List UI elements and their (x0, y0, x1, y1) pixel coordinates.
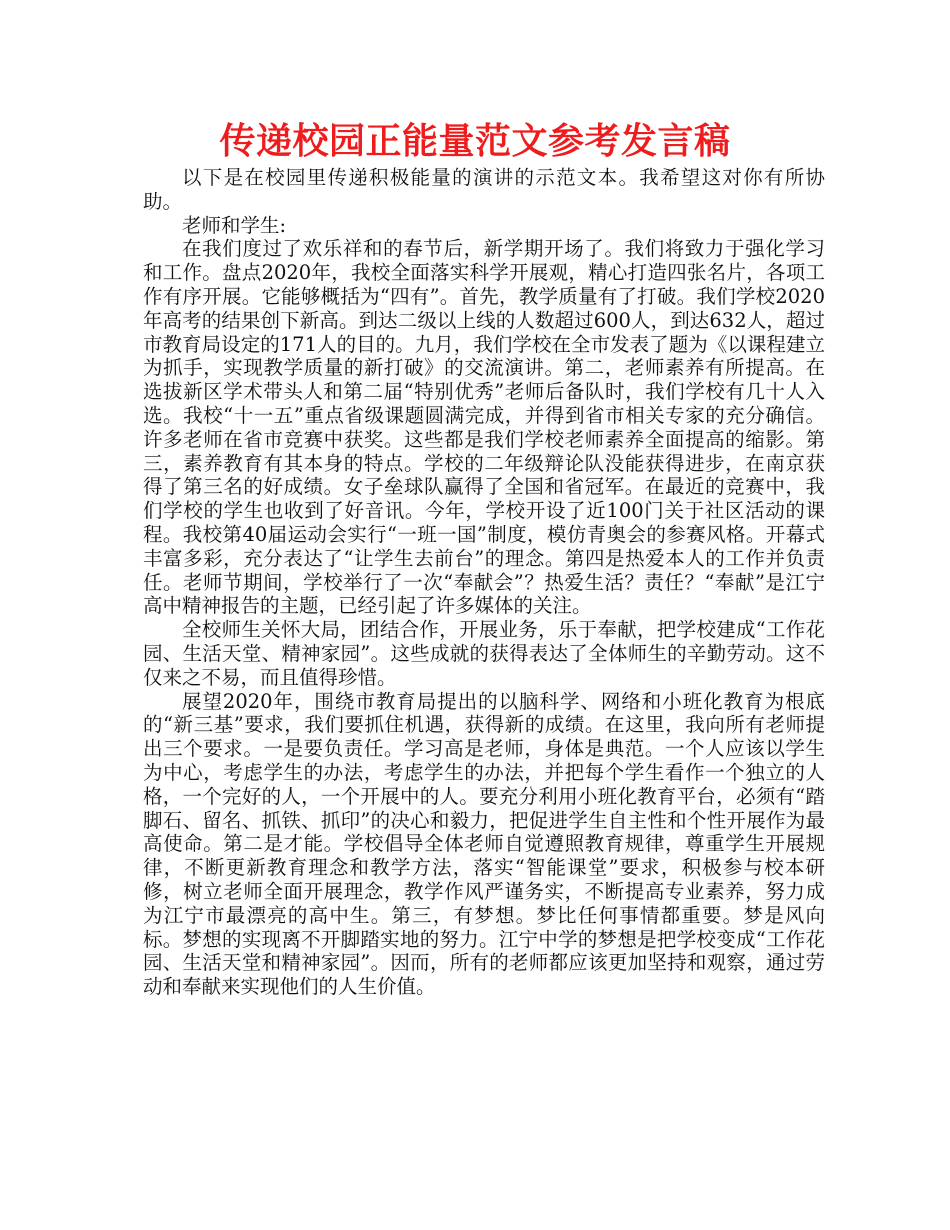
summary-paragraph: 全校师生关怀大局，团结合作，开展业务，乐于奉献，把学校建成“工作花园、生活天堂、精神家园”。这些成就的获得表达了全体师生的辛勤劳动。这不仅来之不易，而且值得珍惜。 (143, 618, 825, 689)
outlook-paragraph: 展望2020年，围绕市教育局提出的以脑科学、网络和小班化教育为根底的“新三基”要求，我们要抓住机遇，获得新的成绩。在这里，我向所有老师提出三个要求。一是要负责任。学习高是老师，身体是典范。一个人应该以学生为中心，考虑学生的办法，考虑学生的办法，并把每个学生看作一个独立的人格，一个完好的人，一个开展中的人。要充分利用小班化教育平台，必须有“踏脚石、留名、抓铁、抓印”的决心和毅力，把促进学生自主性和个性开展作为最高使命。第二是才能。学校倡导全体老师自觉遵照教育规律，尊重学生开展规律，不断更新教育理念和教学方法，落实“智能课堂”要求，积极参与校本研修，树立老师全面开展理念，教学作风严谨务实，不断提高专业素养，努力成为江宁市最漂亮的高中生。第三，有梦想。梦比任何事情都重要。梦是风向标。梦想的实现离不开脚踏实地的努力。江宁中学的梦想是把学校变成“工作花园、生活天堂和精神家园”。因而，所有的老师都应该更加坚持和观察，通过劳动和奉献来实现他们的人生价值。 (143, 689, 825, 999)
achievements-paragraph: 在我们度过了欢乐祥和的春节后，新学期开场了。我们将致力于强化学习和工作。盘点2020年，我校全面落实科学开展观，精心打造四张名片，各项工作有序开展。它能够概括为“四有”。首先，教学质量有了打破。我们学校2020年高考的结果创下新高。到达二级以上线的人数超过600人，到达632人，超过市教育局设定的171人的目的。九月，我们学校在全市发表了题为《以课程建立为抓手，实现教学质量的新打破》的交流演讲。第二，老师素养有所提高。在选拔新区学术带头人和第二届“特别优秀”老师后备队时，我们学校有几十人入选。我校“十一五”重点省级课题圆满完成，并得到省市相关专家的充分确信。许多老师在省市竞赛中获奖。这些都是我们学校老师素养全面提高的缩影。第三，素养教育有其本身的特点。学校的二年级辩论队没能获得进步，在南京获得了第三名的好成绩。女子垒球队赢得了全国和省冠军。在最近的竞赛中，我们学校的学生也收到了好音讯。今年，学校开设了近100门关于社区活动的课程。我校第40届运动会实行“一班一国”制度，模仿青奥会的参赛风格。开幕式丰富多彩，充分表达了“让学生去前台”的理念。第四是热爱本人的工作并负责任。老师节期间，学校举行了一次“奉献会”？热爱生活？责任？“奉献”是江宁高中精神报告的主题，已经引起了许多媒体的关注。 (143, 237, 825, 618)
document-title: 传递校园正能量范文参考发言稿 (219, 121, 731, 162)
salutation-paragraph: 老师和学生: (182, 213, 287, 237)
intro-paragraph: 以下是在校园里传递积极能量的演讲的示范文本。我希望这对你有所协助。 (143, 166, 825, 213)
document-body (143, 166, 825, 999)
